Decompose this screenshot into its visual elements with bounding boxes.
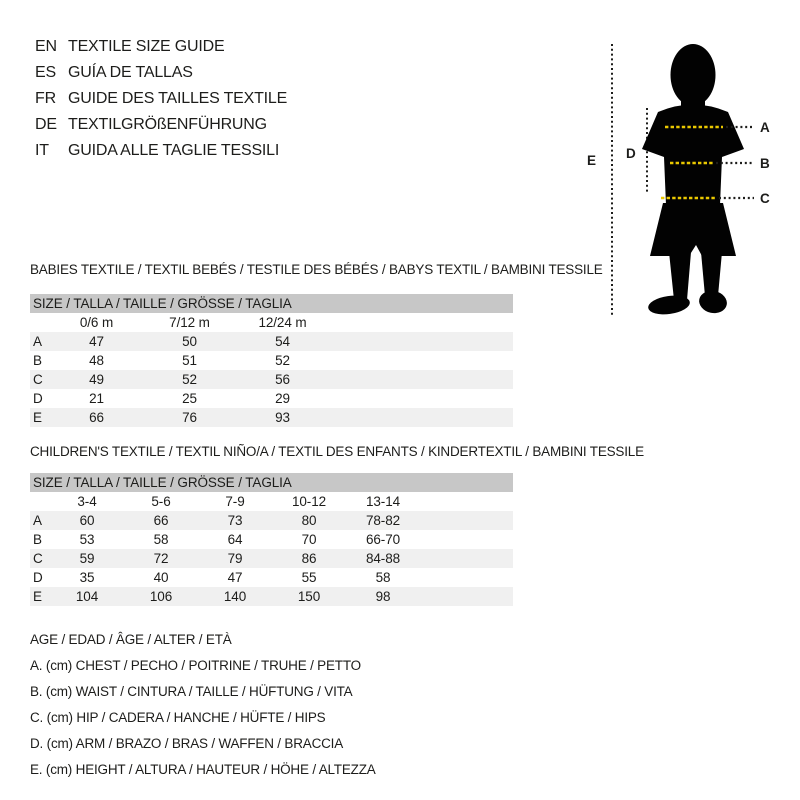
- row-label: B: [33, 353, 42, 368]
- table-cell: 48: [89, 353, 104, 368]
- babies-size-header-bar: SIZE / TALLA / TAILLE / GRÖSSE / TAGLIA: [30, 294, 513, 313]
- table-cell: 78-82: [365, 513, 401, 528]
- table-cell: 52: [275, 353, 290, 368]
- table-cell: 51: [182, 353, 197, 368]
- table-row-e: [30, 408, 513, 427]
- table-cell: 76: [182, 410, 197, 425]
- table-cell: 66-70: [365, 532, 401, 547]
- legend-item-arm: D. (cm) ARM / BRAZO / BRAS / WAFFEN / BRACCIA: [30, 736, 344, 751]
- table-cell: 55: [301, 570, 317, 585]
- table-cell: 25: [182, 391, 197, 406]
- legend-item-hip: C. (cm) HIP / CADERA / HANCHE / HÜFTE / HIPS: [30, 710, 326, 725]
- row-label: D: [33, 391, 43, 406]
- table-cell: 79: [227, 551, 243, 566]
- marker-label-c: C: [760, 191, 770, 206]
- row-label: D: [33, 570, 43, 585]
- measurement-legend: [30, 627, 376, 783]
- table-cell: 50: [182, 334, 197, 349]
- table-cell: 49: [89, 372, 104, 387]
- marker-label-a: A: [760, 120, 770, 135]
- table-cell: 93: [275, 410, 290, 425]
- lang-title-es: GUÍA DE TALLAS: [68, 64, 193, 81]
- table-row-c: [30, 549, 513, 568]
- table-row-d: [30, 389, 513, 408]
- table-cell: 47: [227, 570, 243, 585]
- row-label: B: [33, 532, 42, 547]
- lang-code-fr: FR: [35, 90, 56, 107]
- lang-code-en: EN: [35, 38, 57, 55]
- lang-title-fr: GUIDE DES TAILLES TEXTILE: [68, 90, 288, 107]
- column-header: 5-6: [151, 494, 171, 509]
- children-size-header-bar: SIZE / TALLA / TAILLE / GRÖSSE / TAGLIA: [30, 473, 513, 492]
- table-cell: 52: [182, 372, 197, 387]
- column-header: 12/24 m: [258, 315, 307, 330]
- table-row-e: [30, 587, 513, 606]
- children-column-header-row: [30, 492, 513, 511]
- lang-row-fr: [35, 86, 287, 112]
- row-label: C: [33, 372, 43, 387]
- row-label: C: [33, 551, 43, 566]
- table-cell: 56: [275, 372, 290, 387]
- lang-code-es: ES: [35, 64, 56, 81]
- legend-item-height: E. (cm) HEIGHT / ALTURA / HAUTEUR / HÖHE / ALTEZZA: [30, 762, 376, 777]
- table-cell: 140: [223, 589, 247, 604]
- column-header: 10-12: [291, 494, 327, 509]
- table-cell: 40: [153, 570, 169, 585]
- column-header: 3-4: [77, 494, 97, 509]
- babies-section-title: BABIES TEXTILE / TEXTIL BEBÉS / TESTILE DES BÉBÉS / BABYS TEXTIL / BAMBINI TESSILE: [30, 262, 603, 277]
- table-cell: 54: [275, 334, 290, 349]
- table-cell: 86: [301, 551, 317, 566]
- table-cell: 21: [89, 391, 104, 406]
- lang-row-de: [35, 112, 287, 138]
- marker-label-e: E: [587, 153, 597, 168]
- lang-row-es: [35, 60, 287, 86]
- lang-title-de: TEXTILGRÖßENFÜHRUNG: [68, 116, 267, 133]
- table-cell: 66: [89, 410, 104, 425]
- legend-item-chest: A. (cm) CHEST / PECHO / POITRINE / TRUHE / PETTO: [30, 658, 361, 673]
- marker-label-b: B: [760, 156, 770, 171]
- column-header: 0/6 m: [79, 315, 114, 330]
- children-section-title: CHILDREN'S TEXTILE / TEXTIL NIÑO/A / TEXTIL DES ENFANTS / KINDERTEXTIL / BAMBINI TESSILE: [30, 444, 644, 459]
- legend-age-line: AGE / EDAD / ÂGE / ALTER / ETÀ: [30, 632, 232, 647]
- column-header: 7/12 m: [169, 315, 210, 330]
- row-label: E: [33, 589, 42, 604]
- table-row-b: [30, 351, 513, 370]
- table-cell: 60: [79, 513, 95, 528]
- babies-size-table: [30, 294, 513, 427]
- row-label: A: [33, 334, 42, 349]
- column-header: 7-9: [225, 494, 245, 509]
- table-cell: 64: [227, 532, 243, 547]
- table-cell: 150: [297, 589, 321, 604]
- table-cell: 58: [153, 532, 169, 547]
- table-cell: 58: [375, 570, 391, 585]
- table-cell: 104: [75, 589, 99, 604]
- row-label: E: [33, 410, 42, 425]
- language-title-block: [35, 34, 287, 164]
- lang-row-it: [35, 138, 287, 164]
- table-cell: 47: [89, 334, 104, 349]
- lang-title-it: GUIDA ALLE TAGLIE TESSILI: [68, 142, 280, 159]
- lang-code-de: DE: [35, 116, 57, 133]
- table-cell: 84-88: [365, 551, 401, 566]
- marker-label-d: D: [626, 146, 636, 161]
- table-cell: 73: [227, 513, 243, 528]
- children-size-table: [30, 473, 513, 606]
- child-silhouette: [642, 44, 744, 317]
- lang-row-en: [35, 34, 287, 60]
- table-cell: 66: [153, 513, 169, 528]
- lang-title-en: TEXTILE SIZE GUIDE: [68, 38, 225, 55]
- table-cell: 72: [153, 551, 169, 566]
- table-cell: 70: [301, 532, 317, 547]
- table-cell: 80: [301, 513, 317, 528]
- table-row-a: [30, 332, 513, 351]
- table-row-c: [30, 370, 513, 389]
- table-row-d: [30, 568, 513, 587]
- legend-item-waist: B. (cm) WAIST / CINTURA / TAILLE / HÜFTUNG / VITA: [30, 684, 353, 699]
- table-cell: 98: [375, 589, 391, 604]
- column-header: 13-14: [365, 494, 401, 509]
- row-label: A: [33, 513, 42, 528]
- lang-code-it: IT: [35, 142, 49, 159]
- babies-column-header-row: [30, 313, 513, 332]
- table-cell: 35: [79, 570, 95, 585]
- table-cell: 59: [79, 551, 95, 566]
- table-cell: 53: [79, 532, 95, 547]
- table-cell: 29: [275, 391, 290, 406]
- table-row-b: [30, 530, 513, 549]
- table-row-a: [30, 511, 513, 530]
- table-cell: 106: [149, 589, 173, 604]
